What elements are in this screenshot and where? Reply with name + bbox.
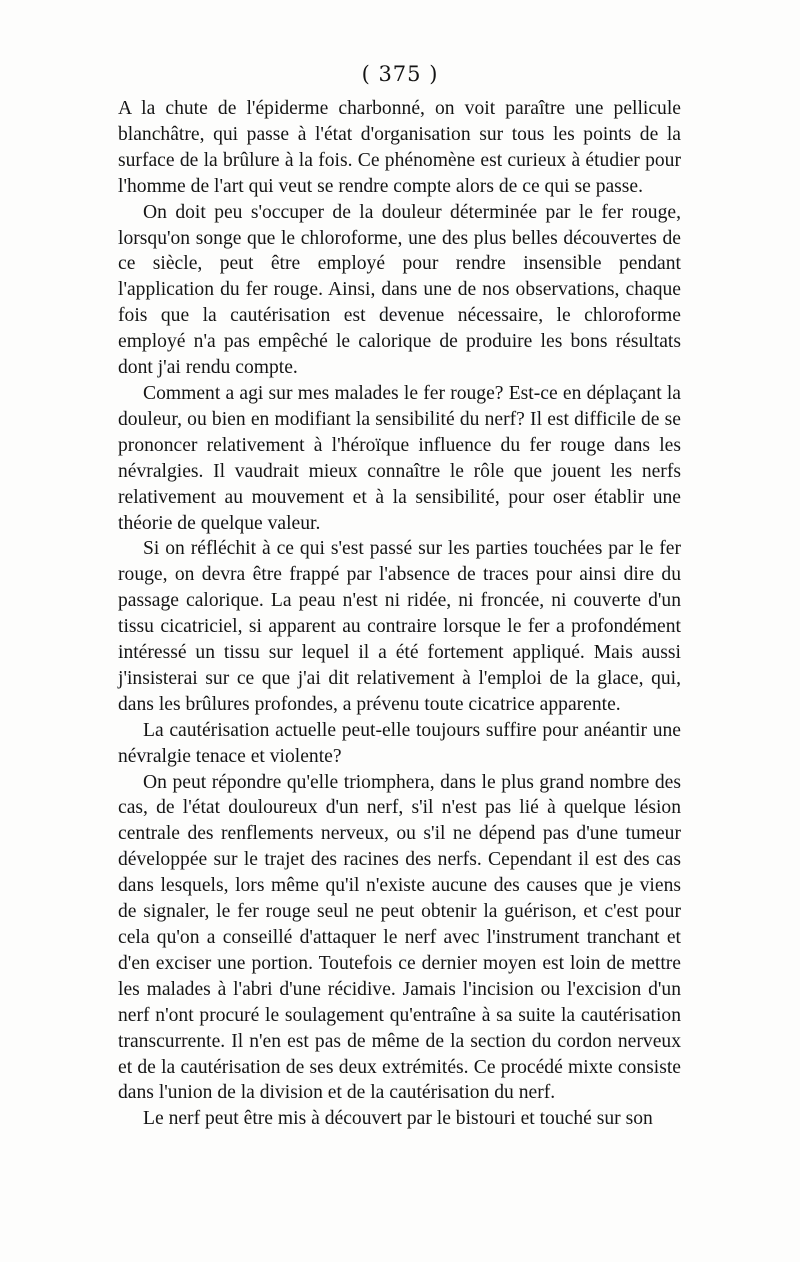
paragraph-5: La cautérisation actuelle peut-elle toujours suffire pour anéantir une névralgie tenace et violente? xyxy=(118,719,681,767)
paragraph-3: Comment a agi sur mes malades le fer rouge? Est-ce en déplaçant la douleur, ou bien en modifiant la sensibilité du nerf? Il est difficile de se prononcer relativement à l'héroïque influence du fer rouge dans les névralgies. Il vaudrait mieux connaître le rôle que jouent les nerfs relativement au mouvement et à la sensibilité, pour oser établir une théorie de quelque valeur. xyxy=(118,382,681,534)
paragraph-2: On doit peu s'occuper de la douleur déterminée par le fer rouge, lorsqu'on songe que le chloroforme, une des plus belles découvertes de ce siècle, peut être employé pour rendre insensible pendant l'application du fer rouge. Ainsi, dans une de nos observations, chaque fois que la cautérisation est devenue nécessaire, le chloroforme employé n'a pas empêché le calorique de produire les bons résultats dont j'ai rendu compte. xyxy=(118,201,681,379)
page-number: ( 375 ) xyxy=(361,62,439,86)
body-text xyxy=(118,96,681,1132)
paragraph-4: Si on réfléchit à ce qui s'est passé sur les parties touchées par le fer rouge, on devra être frappé par l'absence de traces pour ainsi dire du passage calorique. La peau n'est ni ridée, ni froncée, ni couverte d'un tissu cicatriciel, si apparent au contraire lorsque le fer a profondément intéressé un tissu sur lequel il a été fortement appliqué. Mais aussi j'insisterai sur ce que j'ai dit relativement à l'emploi de la glace, qui, dans les brûlures profondes, a prévenu toute cicatrice apparente. xyxy=(118,538,681,715)
paragraph-6: On peut répondre qu'elle triomphera, dans le plus grand nombre des cas, de l'état douloureux d'un nerf, s'il n'est pas lié à quelque lésion centrale des renflements nerveux, ou s'il ne dépend pas d'une tumeur développée sur le trajet des racines des nerfs. Cependant il est des cas dans lesquels, lors même qu'il n'existe aucune des causes que je viens de signaler, le fer rouge seul ne peut obtenir la guérison, et c'est pour cela qu'on a conseillé d'attaquer le nerf avec l'instrument tranchant et d'en exciser une portion. Toutefois ce dernier moyen est loin de mettre les malades à l'abri d'une récidive. Jamais l'incision ou l'excision d'un nerf n'ont procuré le soulagement qu'entraîne à sa suite la cautérisation transcurrente. Il n'en est pas de même de la section du cordon nerveux et de la cautérisation de ses deux extrémités. Ce procédé mixte consiste dans l'union de la division et de la cautérisation du nerf. xyxy=(118,771,681,1104)
paragraph-1: A la chute de l'épiderme charbonné, on voit paraître une pellicule blanchâtre, qui passe à l'état d'organisation sur tous les points de la surface de la brûlure à la fois. Ce phénomène est curieux à étudier pour l'homme de l'art qui veut se rendre compte alors de ce qui se passe. xyxy=(118,98,681,197)
paragraph-7: Le nerf peut être mis à découvert par le bistouri et touché sur son xyxy=(143,1108,653,1130)
